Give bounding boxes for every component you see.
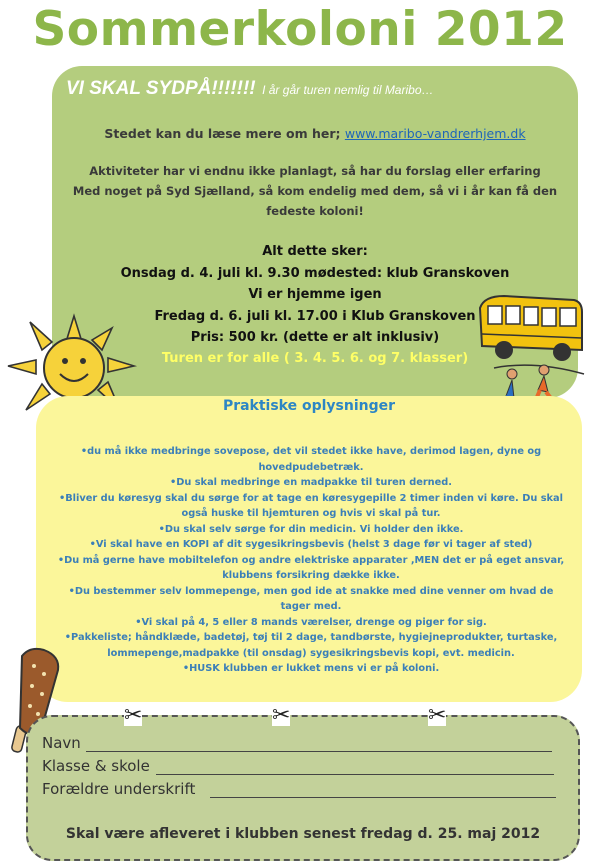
practical-line: tager med.	[280, 601, 342, 612]
practical-line: •HUSK klubben er lukket mens vi er på koloni.	[182, 663, 440, 674]
practical-line: •Du bestemmer selv lommepenge, men god ide at snakke med dine venner om hvad de	[68, 585, 554, 597]
headline-sub: I år går turen nemlig til Maribo…	[262, 83, 434, 97]
deadline-text: Skal være afleveret i klubben senest fredag d. 25. maj 2012	[65, 826, 541, 842]
parent-signature-field[interactable]	[210, 797, 556, 798]
class-school-label: Klasse & skole	[42, 757, 150, 775]
practical-line: •Pakkeliste; håndklæde, badetøj, tøj til 2 dage, tandbørste, hygiejneprodukter, turtaske,	[64, 632, 558, 643]
practical-line: lommepenge,madpakke (til onsdag) sygesikringsbevis kopi, evt. medicin.	[107, 647, 515, 659]
website-line	[52, 126, 578, 141]
practical-line: klubbens forsikring dække ikke.	[222, 570, 400, 581]
activities-line-1: Aktiviteter har vi endnu ikke planlagt, så har du forslag eller erfaring	[89, 164, 541, 178]
headline	[66, 78, 576, 100]
practical-line: også huske til hjemturen og hvis vi skal på tur.	[181, 508, 441, 519]
practical-line: •Du må gerne have mobiltelefon og andre elektriske apparater ,MEN det er på eget ansvar,	[57, 554, 565, 566]
practical-line: hovedpudebetræk.	[258, 461, 364, 473]
website-link[interactable]: www.maribo-vandrerhjem.dk	[344, 126, 526, 141]
practical-list	[56, 444, 566, 677]
class-school-field[interactable]	[156, 774, 554, 775]
activities-line-3: fedeste koloni!	[266, 204, 364, 218]
event-return: Fredag d. 6. juli kl. 17.00 i Klub Granskoven	[154, 309, 476, 324]
event-departure: Onsdag d. 4. juli kl. 9.30 mødested: klub Granskoven	[120, 266, 510, 281]
scissors-icon: ✂	[428, 703, 447, 728]
event-return-heading: Vi er hjemme igen	[248, 287, 382, 302]
event-price: Pris: 500 kr. (dette er alt inklusiv)	[190, 330, 440, 345]
parent-signature-label: Forældre underskrift	[42, 780, 196, 798]
practical-line: •Vi skal på 4, 5 eller 8 mands værelser, drenge og piger for sig.	[135, 616, 487, 628]
scissors-icon: ✂	[272, 703, 291, 728]
practical-line: •Du skal selv sørge for din medicin. Vi holder den ikke.	[158, 523, 464, 535]
website-prefix: Stedet kan du læse mere om her;	[104, 126, 341, 141]
events-heading: Alt dette sker:	[262, 244, 368, 259]
event-audience: Turen er for alle ( 3. 4. 5. 6. og 7. klasser)	[161, 351, 469, 366]
practical-line: •Du skal medbringe en madpakke til turen derned.	[169, 477, 453, 488]
name-label: Navn	[42, 734, 81, 752]
practical-title: Praktiske oplysninger	[222, 398, 396, 414]
name-field[interactable]	[86, 751, 552, 752]
scissors-icon: ✂	[124, 703, 143, 728]
poster-title: Sommerkoloni 2012	[32, 2, 568, 57]
activities-line-2: Med noget på Syd Sjælland, så kom endelig med dem, så vi i år kan få den	[72, 184, 558, 198]
practical-line: •Vi skal have en KOPI af dit sygesikringsbevis (helst 3 dage før vi tager af sted)	[89, 539, 533, 550]
practical-line: •Bliver du køresyg skal du sørge for at tage en køresygepille 2 timer inden vi køre. Du skal	[58, 492, 564, 504]
practical-line: •du må ikke medbringe sovepose, det vil stedet ikke have, derimod lagen, dyne og	[80, 446, 542, 457]
headline-main: VI SKAL SYDPÅ!!!!!!!	[66, 78, 256, 99]
